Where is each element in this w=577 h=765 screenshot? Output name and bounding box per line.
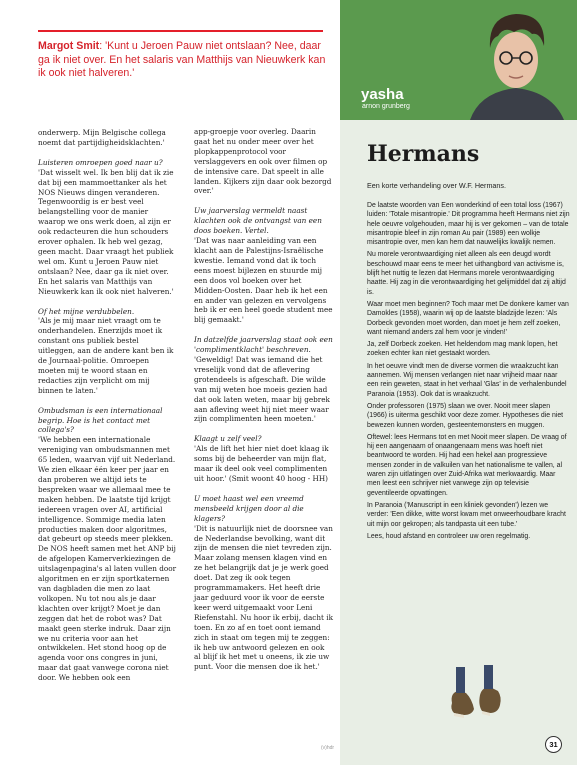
interview-answer: 'Als je mij maar niet vraagt om te onderhandelen. Enerzijds moet ik constant ons publiek bestel uitleggen, aan de andere kant ben ik de Journaal-politie. Omroepen moeten mij te woord staan en redacties zijn verplicht om mij binnen te laten.' <box>38 316 174 395</box>
interview-question: Of het mijne verdubbelen. <box>38 306 135 316</box>
sidebar-body <box>367 201 570 544</box>
article-paragraph <box>38 128 177 148</box>
sidebar-intro: Een korte verhandeling over W.F. Hermans. <box>367 181 507 190</box>
article-column-1 <box>38 128 177 693</box>
article-paragraph <box>38 406 177 683</box>
pullquote-text: : 'Kunt u Jeroen Pauw niet ontslaan? Nee, daar ga ik niet over. En het salaris van Matthijs van Nieuwkerk kan ik ook niet halveren.' <box>38 40 326 80</box>
sidebar-paragraph: Nu morele verontwaardiging niet alleen als een deugd wordt beschouwd maar eens te meer het uithangbord van activisme is, blijft het nuttig te lezen dat Hermans morele verontwaardiging haatte. Hij zag in die verontwaardiging het gelijmiddel dat zij altijd is. <box>367 251 566 296</box>
footer-mark: (v)hdr <box>321 745 335 751</box>
sidebar-paragraph: De laatste woorden van Een wonderkind of een total loss (1967) luiden: 'Totale misantropie.' Dit programma heeft Hermans niet zijn hele oeuvre volgehouden, maar hij is ver gekomen – van de totale misantropie bleef in zijn roman Au pair (1989) een wolkje misantropie over, men kan hem dat nauwelijks kwalijk nemen. <box>367 202 570 247</box>
sidebar-paragraph: Onder professoren (1975) slaan we over. Nooit meer slapen (1966) is uiterma geschikt voor deze zomer. Hypotheses die niet bewezen kunnen worden, gesteentemonsters en muggen. <box>367 402 564 429</box>
interview-answer: 'Geweldig! Dat was iemand die het vreselijk vond dat de aflevering grotendeels is afgeschaft. Die wilde van mij weten hoe moeis gezien had dat ook laten weten, maar bij gebrek aan afleving weet hij niet meer waar zijn complimenten heen moeten.' <box>194 355 330 424</box>
sidebar-paragraph: Lees, houd afstand en controleer uw oren regelmatig. <box>367 532 531 540</box>
interview-answer: 'We hebben een internationale vereniging van ombudsmannen met 65 leden, waarvan vijf uit Nederland. We zien elkaar één keer per jaar en dan proberen we altijd iets te bespreken waar we allemaal mee te maken hebben. De laatste tijd krijgt iedereen vragen over AI, artificial intelligence. Sommige media laten producties maken door algoritmes, dat gebeurt op steeds meer plekken. De NOS heeft samen met het ANP bij de afgelopen Kamerverkiezingen de uitslagenpagina's al laten vullen door algoritmen en er zijn sportkaternen van dagbladen die men zo laat volkopen. Nu tot nou als je daar klachten over krijgt? Moet je dan zeggen dat het de robot was? Dat maakt geen sterke indruk. Daar zijn we nu criteria voor aan het ontwikkelen. Het stond hoog op de agenda voor ons congres in juni, maar dat gaat vanwege corona niet door. We hebben ook een <box>38 435 177 683</box>
interview-question: U moet haast wel een vreemd mensbeeld krijgen door al die klagers? <box>194 493 304 523</box>
article-paragraph <box>194 206 333 325</box>
shoes-icon <box>446 665 506 723</box>
interview-question: Klaagt u zelf veel? <box>194 434 262 444</box>
article-paragraph <box>38 307 177 396</box>
interview-answer: onderwerp. Mijn Belgische collega noemt dat partijdigheidsklachten.' <box>38 128 166 147</box>
pullquote-rule <box>38 30 323 32</box>
interview-question: Luisteren omroepen goed naar u? <box>38 157 163 167</box>
interview-question: Uw jaarverslag vermeldt naast klachten ook de ontvangst van een doos boeken. Vertel. <box>194 206 322 236</box>
sidebar-paragraph: In het oeuvre vindt men de diverse vormen die wraakzucht kan aannemen. Wij mensen verlangen niet naar vrijheid maar naar een rein geweten, staat in het verhaal 'Glas' in de verhalenbundel Paranoia (1953). Ook dat is wraakzucht. <box>367 362 567 398</box>
interview-question: In datzelfde jaarverslag staat ook een 'complimentklacht' beschreven. <box>194 335 333 355</box>
sidebar-paragraph: Waar moet men beginnen? Toch maar met De donkere kamer van Damokles (1958), waarin wij op de laatste bladzijde lezen: 'Als Dorbeck gevonden moet worden, dan moet je hem zelf zoeken, want niemand anders zal hem voor je vinden!' <box>367 300 569 336</box>
interview-answer: app-groepje voor overleg. Daarin gaat het nu onder meer over het plopkappenprotocol voor verslaggevers en ook over filmen op de intensive care. Dat speelt in alle landen. Kijkers zijn daar ook bezorgd over.' <box>194 127 332 196</box>
sidebar-title: Hermans <box>367 141 480 167</box>
columnist-header <box>340 0 577 120</box>
pullquote-speaker: Margot Smit <box>38 40 100 52</box>
columnist-portrait <box>460 2 572 120</box>
article-column-2 <box>194 127 333 682</box>
article-paragraph <box>194 494 333 672</box>
interview-answer: 'Dat was naar aanleiding van een klacht aan de Palestijns-Israëlische kwestie. Iemand vond dat ik toch eens moest bijlezen en stuurde mij een doos vol boeken over het Midden-Oosten. Daar heb ik het een en ander van gelezen en vervolgens heb ik er een heel goede student mee blij gemaakt.' <box>194 236 333 325</box>
article-paragraph <box>194 434 333 484</box>
interview-question: Ombudsman is een internationaal begrip. Hoe is het contact met collega's? <box>38 405 163 435</box>
pull-quote <box>38 40 328 81</box>
sidebar-paragraph: Ja, zelf Dorbeck zoeken. Het heldendom mag mank lopen, het zoeken echter kan niet gestaakt worden. <box>367 341 558 358</box>
page-number: 31 <box>545 736 562 753</box>
article-paragraph <box>194 335 333 424</box>
columnist-name: arnon grunberg <box>362 103 410 110</box>
article-paragraph <box>38 158 177 297</box>
interview-answer: 'Dat wisselt wel. Ik ben blij dat ik zie dat bij een mammoettanker als het NOS Nieuws dingen veranderen. Tegenwoordig is er best veel belangstelling voor de manier waarop we ons werk doen, al zijn er ook redacteuren die hun schouders erover ophalen. Ik heb wel gezag, geen macht. Daar vraagt het publiek wel om. Kunt u Jeroen Pauw niet ontslaan? Nee, daar ga ik niet over. En het salaris van Matthijs van Nieuwkerk kan ik ook niet halveren.' <box>38 167 174 296</box>
column-brand: yasha <box>361 86 404 103</box>
sidebar-paragraph: Oftewel: lees Hermans tot en met Nooit meer slapen. De vraag of hij een aangenaam of onaangenaam mens was hoeft niet beantwoord te worden. Hij had een hekel aan progressieve mensen zonder in de valkuilen van het nationalisme te vallen, al waren zijn uitlatingen over Zuid-Afrika wat merkwaardig. Maar men leest een schrijver niet vanwege zijn op televisie geventileerde opvattingen. <box>367 433 567 497</box>
interview-answer: 'Als de lift het hier niet doet klaag ik soms bij de beheerder van mijn flat, maar ik deel ook veel complimenten uit hoor.' (Smit woont 40 hoog - HH) <box>194 444 329 483</box>
columnist-sidebar <box>340 0 577 765</box>
interview-answer: 'Dit is natuurlijk niet de doorsnee van de Nederlandse bevolking, want dit zijn de mensen die niet tevreden zijn. Maar zolang mensen klagen vind en ze het belangrijk dat je je werk goed doet. Dat zeg ik ook tegen programmamakers. Het heeft drie jaar geduurd voor ik voor de eerste keer werd uitgemaakt voor Leni Riefenstahl. Nu hoor ik erbij, dacht ik toen. En zo af en toet oont iemand zich in staat om tegen mij te zeggen: ik heb uw antwoord gelezen en ook al blijf ik het met u oneens, ik zie uw punt. Voor die mensen doe ik het.' <box>194 523 333 672</box>
article-paragraph <box>194 127 333 196</box>
sidebar-paragraph: In Paranoia ('Manuscript in een kliniek gevonden') lezen we verder: 'Een dikke, witte worst kwam met onweerhoudbare kracht uit mijn oor gekropen; als tandpasta uit een tube.' <box>367 501 566 528</box>
